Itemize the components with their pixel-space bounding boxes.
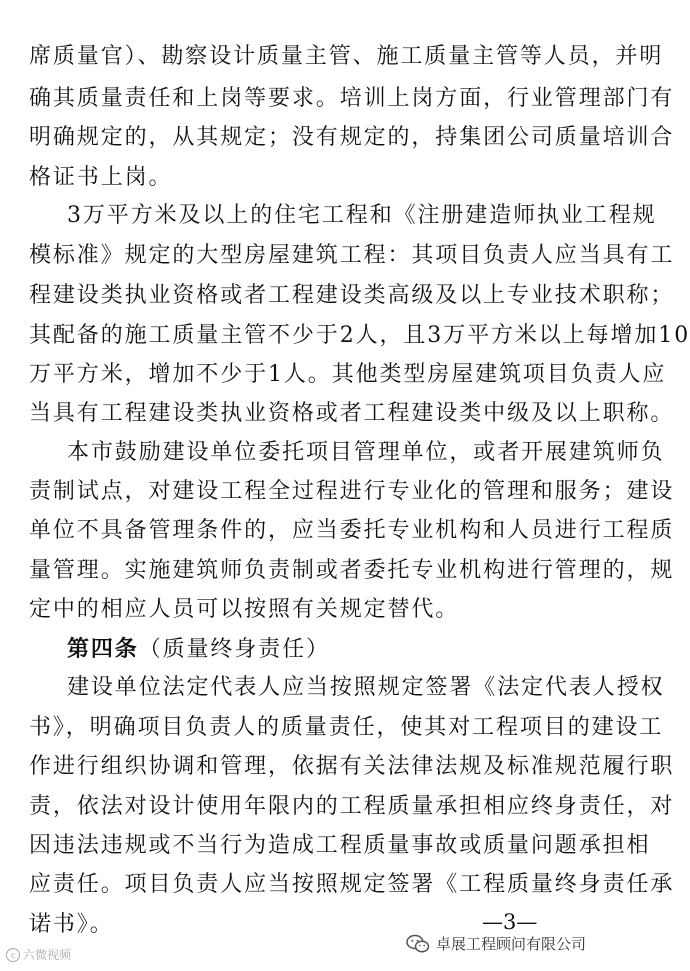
account-name: 卓展工程顾问有限公司 [436,935,587,953]
article-heading [67,634,591,664]
text-line: 明确规定的，从其规定；没有规定的，持集团公司质量培训合 [29,125,675,150]
text-line: 因违法违规或不当行为造成工程质量事故或质量问题承担相 [29,833,651,858]
text-line: 其配备的施工质量主管不少于2人，且3万平方米以上每增加10 [29,323,690,348]
account-label [406,933,586,954]
text-line: 当具有工程建设类执业资格或者工程建设类中级及以上职称。 [29,401,675,426]
watermark-text: 六微视频 [23,948,72,962]
text-line: 量管理。实施建筑师负责制或者委托专业机构进行管理的，规 [29,558,675,583]
text-line: 作进行组织协调和管理，依据有关法律法规及标准规范履行职 [29,754,675,779]
article-title: （质量终身责任） [138,637,330,662]
copyright-circle-icon: c [6,948,20,962]
wechat-icon [406,934,430,954]
text-line: 万平方米，增加不少于1人。其他类型房屋建筑项目负责人应 [29,362,667,387]
watermark-left [6,946,71,963]
text-line: 责制试点，对建设工程全过程进行专业化的管理和服务；建设 [29,479,675,504]
text-line: 单位不具备管理条件的，应当委托专业机构和人员进行工程质 [29,518,675,543]
text-line: 书》，明确项目负责人的质量责任，使其对工程项目的建设工 [29,715,664,740]
article-number: 第四条 [67,636,139,662]
text-line: 格证书上岗。 [29,165,173,190]
text-line: 确其质量责任和上岗等要求。培训上岗方面，行业管理部门有 [29,86,675,111]
text-line: 责，依法对设计使用年限内的工程质量承担相应终身责任，对 [29,794,675,819]
text-line: 建设单位法定代表人应当按照规定签署《法定代表人授权 [67,675,665,700]
text-line: 席质量官）、勘察设计质量主管、施工质量主管等人员，并明 [29,44,664,69]
text-line: 模标准》规定的大型房屋建筑工程：其项目负责人应当具有工 [29,243,675,268]
text-line: 诺书》。 [29,912,114,937]
text-line: 3万平方米及以上的住宅工程和《注册建造师执业工程规 [67,203,657,228]
text-line: 应责任。项目负责人应当按照规定签署《工程质量终身责任承 [29,872,675,897]
page-number: —3— [482,910,538,934]
text-line: 本市鼓励建设单位委托项目管理单位，或者开展建筑师负 [67,440,665,465]
text-line: 程建设类执业资格或者工程建设类高级及以上专业技术职称； [29,283,675,308]
text-line: 定中的相应人员可以按照有关规定替代。 [29,597,460,622]
